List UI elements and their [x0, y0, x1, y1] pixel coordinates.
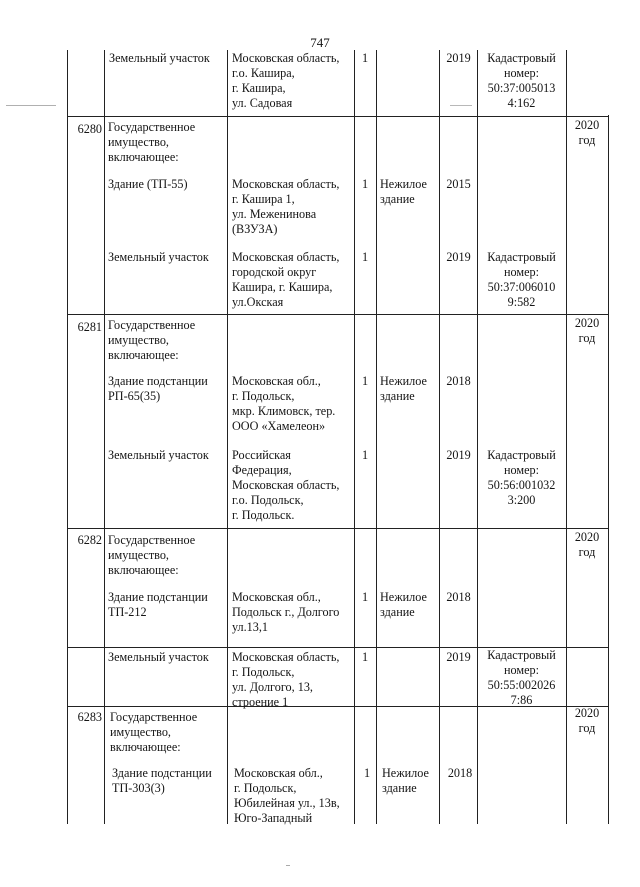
- item-name: Земельный участок: [108, 448, 209, 462]
- item-address: Московская обл., г. Подольск, мкр. Климовск, тер. ООО «Хамелеон»: [232, 374, 336, 433]
- row-year: 2020 год: [574, 530, 600, 559]
- row-year: 2020 год: [574, 706, 600, 735]
- item-address: Московская область, г. Подольск, ул. Долгого, 13, строение 1: [232, 650, 340, 709]
- item-name: Здание подстанции ТП-303(3): [112, 766, 212, 795]
- grid-line: [439, 50, 440, 824]
- item-quantity: 1: [361, 177, 369, 191]
- scan-speck: [450, 105, 472, 106]
- item-year: 2018: [446, 374, 471, 388]
- item-note: Кадастровый номер: 50:56:001032 3:200: [487, 448, 556, 507]
- item-name: Государственное имущество, включающее:: [110, 710, 198, 754]
- grid-line: [67, 116, 609, 117]
- grid-line: [376, 50, 377, 824]
- item-name: Земельный участок: [108, 650, 209, 664]
- grid-line: [67, 314, 609, 315]
- item-purpose: Нежилое здание: [380, 177, 427, 206]
- item-address: Московская область, г.о. Кашира, г. Кашира, ул. Садовая: [232, 51, 340, 110]
- item-address: Московская область, городской округ Кашира, г. Кашира, ул.Окская: [232, 250, 340, 309]
- grid-line: [67, 528, 609, 529]
- row-number: 6283: [77, 710, 102, 724]
- item-year: 2018: [447, 766, 473, 780]
- item-quantity: 1: [361, 374, 369, 388]
- item-name: Здание подстанции РП-65(35): [108, 374, 208, 403]
- item-year: 2019: [446, 250, 471, 264]
- row-year: 2020 год: [574, 316, 600, 345]
- item-note: Кадастровый номер: 50:55:002026 7:86: [487, 648, 556, 707]
- row-year: 2020 год: [574, 118, 600, 147]
- scan-speck: [6, 105, 56, 106]
- item-quantity: 1: [361, 250, 369, 264]
- item-purpose: Нежилое здание: [380, 590, 427, 619]
- item-name: Государственное имущество, включающее:: [108, 120, 196, 164]
- item-quantity: 1: [361, 590, 369, 604]
- row-number: 6282: [77, 533, 102, 547]
- grid-line: [354, 50, 355, 824]
- item-name: Земельный участок: [108, 250, 209, 264]
- item-year: 2015: [446, 177, 471, 191]
- item-name: Земельный участок: [109, 51, 210, 65]
- page-number: 747: [310, 35, 330, 50]
- item-note: Кадастровый номер: 50:37:006010 9:582: [487, 250, 556, 309]
- item-year: 2019: [446, 448, 471, 462]
- item-quantity: 1: [363, 766, 371, 780]
- item-year: 2018: [446, 590, 471, 604]
- item-name: Здание подстанции ТП-212: [108, 590, 208, 619]
- item-name: Государственное имущество, включающее:: [108, 533, 196, 577]
- item-name: Здание (ТП-55): [108, 177, 188, 191]
- item-name: Государственное имущество, включающее:: [108, 318, 196, 362]
- item-note: Кадастровый номер: 50:37:005013 4:162: [487, 51, 556, 110]
- item-quantity: 1: [361, 51, 369, 65]
- item-address: Российская Федерация, Московская область, г.о. Подольск, г. Подольск.: [232, 448, 340, 522]
- item-year: 2019: [446, 650, 471, 664]
- row-number: 6281: [77, 320, 102, 334]
- item-address: Московская обл., г. Подольск, Юбилейная ул., 13в, Юго-Западный: [234, 766, 340, 825]
- item-address: Московская обл., Подольск г., Долгого ул.13,1: [232, 590, 340, 634]
- row-number: 6280: [77, 122, 102, 136]
- grid-line: [227, 50, 228, 824]
- grid-line: [608, 115, 609, 824]
- item-purpose: Нежилое здание: [382, 766, 429, 795]
- item-quantity: 1: [361, 448, 369, 462]
- grid-line: [104, 50, 105, 824]
- item-address: Московская область, г. Кашира 1, ул. Меженинова (ВЗУЗА): [232, 177, 340, 236]
- item-year: 2019: [446, 51, 471, 65]
- item-quantity: 1: [361, 650, 369, 664]
- grid-line: [67, 50, 68, 824]
- scan-speck: [286, 865, 290, 866]
- item-purpose: Нежилое здание: [380, 374, 427, 403]
